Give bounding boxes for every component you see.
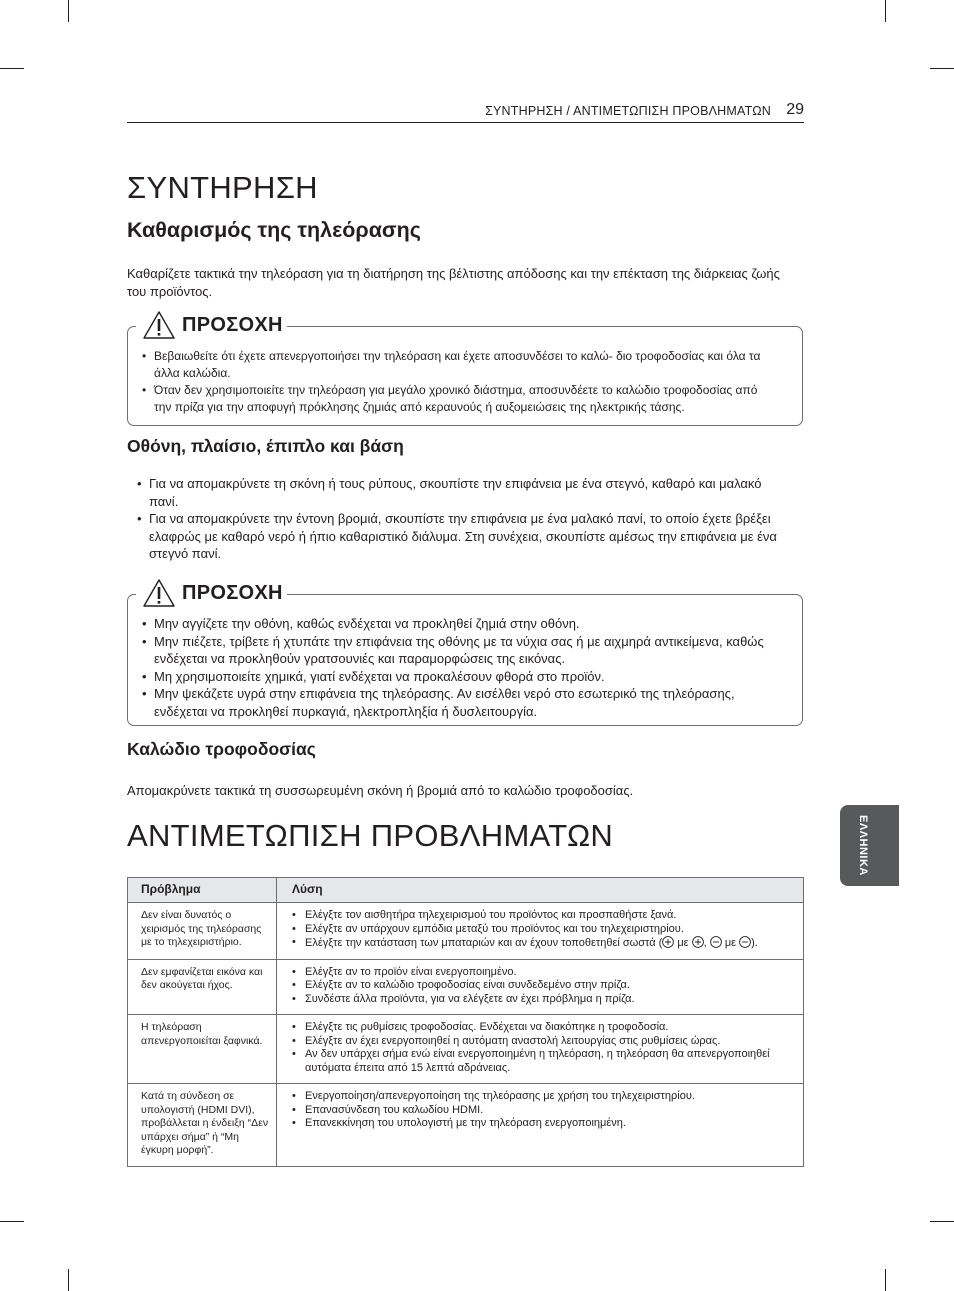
crop-mark [0, 1221, 24, 1222]
column-header-solution: Λύση [277, 878, 804, 903]
warning-triangle-icon [142, 578, 176, 608]
crop-mark [930, 1221, 954, 1222]
solution-item: • Ελέγξτε αν υπάρχουν εμπόδια μεταξύ του προϊόντος και του τηλεχειριστηρίου. [292, 923, 797, 937]
problem-cell: Κατά τη σύνδεση σε υπολογιστή (HDMI DVI), προβάλλεται η ένδειξη “Δεν υπάρχει σήμα” ή “Μη έγκυρη μορφή”. [128, 1084, 277, 1167]
caution-list-2 [142, 615, 772, 720]
solution-item: • Αν δεν υπάρχει σήμα ενώ είναι ενεργοποιημένη η τηλεόραση, η τηλεόραση θα απενεργοποιηθεί αυτόματα έπειτα από 15 λεπτά αδράνειας. [292, 1048, 797, 1075]
table-row [128, 903, 804, 960]
caution-box-2 [127, 581, 803, 726]
solution-item: • Επανασύνδεση του καλωδίου HDMI. [292, 1104, 797, 1118]
solution-cell [277, 959, 804, 1015]
problem-cell: Η τηλεόραση απενεργοποιείται ξαφνικά. [128, 1015, 277, 1084]
solution-item: • Ελέγξτε αν το προϊόν είναι ενεργοποιημένο. [292, 966, 797, 980]
problem-cell: Δεν είναι δυνατός ο χειρισμός της τηλεόρασης με το τηλεχειριστήριο. [128, 903, 277, 960]
solution-item: • Ελέγξτε αν το καλώδιο τροφοδοσίας είναι συνδεδεμένο στην πρίζα. [292, 979, 797, 993]
caution-box-1 [127, 313, 803, 426]
table-row [128, 959, 804, 1015]
caution-header [136, 578, 287, 608]
table-header-row [128, 878, 804, 903]
table-row [128, 1015, 804, 1084]
solution-item: • Επανεκκίνηση του υπολογιστή με την τηλεόραση ενεργοποιημένη. [292, 1117, 797, 1131]
solution-text: με [721, 937, 740, 949]
solution-item: • Ελέγξτε τον αισθητήρα τηλεχειρισμού του προϊόντος και προσπαθήστε ξανά. [292, 909, 797, 923]
caution-item: • Μην αγγίζετε την οθόνη, καθώς ενδέχεται να προκληθεί ζημιά στην οθόνη. [142, 615, 772, 633]
plus-circle-icon [662, 936, 674, 948]
caution-header [136, 310, 287, 340]
cleaning-heading: Καθαρισμός της τηλεόρασης [127, 218, 421, 242]
caution-list-1 [142, 348, 772, 416]
crop-mark [0, 68, 24, 69]
language-tab-label: ΕΛΛΗΝΙΚΑ [857, 815, 869, 876]
troubleshooting-table [127, 877, 804, 1167]
solution-item: • Ελέγξτε τις ρυθμίσεις τροφοδοσίας. Ενδέχεται να διακόπηκε η τροφοδοσία. [292, 1021, 797, 1035]
cleaning-intro: Καθαρίζετε τακτικά την τηλεόραση για τη διατήρηση της βέλτιστης απόδοσης και την επέκταση της διάρκειας ζωής του προϊόντος. [127, 266, 780, 299]
table-row [128, 1084, 804, 1167]
caution-item: • Όταν δεν χρησιμοποιείτε την τηλεόραση για μεγάλο χρονικό διάστημα, αποσυνδέετε το καλώδιο τροφοδοσίας από την πρίζα για την αποφυγή πρόκλησης ζημιάς από κεραυνούς ή αυξομειώσεις της ηλεκτρικής τάσης. [142, 382, 772, 416]
caution-item: • Μη χρησιμοποιείτε χημικά, γιατί ενδέχεται να προκαλέσουν φθορά στο προϊόν. [142, 668, 772, 686]
crop-mark [68, 0, 69, 22]
column-header-problem: Πρόβλημα [128, 878, 277, 903]
solution-text: Ελέγξτε την κατάσταση των μπαταριών και αν έχουν τοποθετηθεί σωστά ( [305, 937, 663, 949]
crop-mark [885, 0, 886, 22]
solution-item: • Ενεργοποίηση/απενεργοποίηση της τηλεόρασης με χρήση του τηλεχειριστηρίου. [292, 1090, 797, 1104]
running-header-section: ΣΥΝΤΗΡΗΣΗ / ΑΝΤΙΜΕΤΩΠΙΣΗ ΠΡΟΒΛΗΜΑΤΩΝ [485, 104, 771, 118]
solution-text: , [703, 937, 710, 949]
crop-mark [930, 68, 954, 69]
caution-item: • Βεβαιωθείτε ότι έχετε απενεργοποιήσει την τηλεόραση και έχετε αποσυνδέσει το καλώ- διο τροφοδοσίας και όλα τα άλλα καλώδια. [142, 348, 772, 382]
crop-mark [885, 1269, 886, 1291]
plus-circle-icon [692, 936, 704, 948]
maintenance-title: ΣΥΝΤΗΡΗΣΗ [127, 170, 318, 205]
solution-item: • Συνδέστε άλλα προϊόντα, για να ελέγξετε αν έχει πρόβλημα η πρίζα. [292, 993, 797, 1007]
screen-heading: Οθόνη, πλαίσιο, έπιπλο και βάση [127, 436, 404, 456]
problem-cell: Δεν εμφανίζεται εικόνα και δεν ακούγεται ήχος. [128, 959, 277, 1015]
solution-item: • Ελέγξτε αν έχει ενεργοποιηθεί η αυτόματη αναστολή λειτουργίας στις ρυθμίσεις ώρας. [292, 1035, 797, 1049]
minus-circle-icon [739, 936, 751, 948]
caution-item: • Μην ψεκάζετε υγρά στην επιφάνεια της τηλεόρασης. Αν εισέλθει νερό στο εσωτερικό της τηλεόρασης, ενδέχεται να προκληθεί πυρκαγιά, ηλεκτροπληξία ή δυσλειτουργία. [142, 685, 772, 720]
minus-circle-icon [710, 936, 722, 948]
caution-title: ΠΡΟΣΟΧΗ [182, 313, 283, 336]
solution-cell [277, 1015, 804, 1084]
cable-text: Απομακρύνετε τακτικά τη συσσωρευμένη σκόνη ή βρομιά από το καλώδιο τροφοδοσίας. [127, 783, 634, 798]
list-item: • Για να απομακρύνετε τη σκόνη ή τους ρύπους, σκουπίστε την επιφάνεια με ένα στεγνό, καθαρό και μαλακό πανί. [137, 475, 777, 510]
language-tab [840, 805, 899, 886]
solution-cell [277, 1084, 804, 1167]
solution-cell [277, 903, 804, 960]
page-number: 29 [786, 101, 804, 118]
running-header [127, 101, 804, 123]
solution-item [292, 936, 797, 951]
screen-cleaning-list [137, 475, 777, 563]
list-item: • Για να απομακρύνετε την έντονη βρομιά, σκουπίστε την επιφάνεια με ένα μαλακό πανί, το οποίο έχετε βρέξει ελαφρώς με καθαρό νερό ή ήπιο καθαριστικό διάλυμα. Στη συνέχεια, σκουπίστε αμέσως την επιφάνεια με ένα στεγνό πανί. [137, 510, 777, 563]
cable-heading: Καλώδιο τροφοδοσίας [127, 739, 316, 759]
solution-text: με [674, 937, 692, 949]
crop-mark [68, 1269, 69, 1291]
caution-item: • Μην πιέζετε, τρίβετε ή χτυπάτε την επιφάνεια της οθόνης με τα νύχια σας ή με αιχμηρά αντικείμενα, καθώς ενδέχεται να προκληθούν γρατσουνιές και παραμορφώσεις της εικόνας. [142, 633, 772, 668]
caution-title: ΠΡΟΣΟΧΗ [182, 581, 283, 604]
troubleshooting-title: ΑΝΤΙΜΕΤΩΠΙΣΗ ΠΡΟΒΛΗΜΑΤΩΝ [127, 818, 614, 853]
solution-text: ). [751, 937, 758, 949]
warning-triangle-icon [142, 310, 176, 340]
